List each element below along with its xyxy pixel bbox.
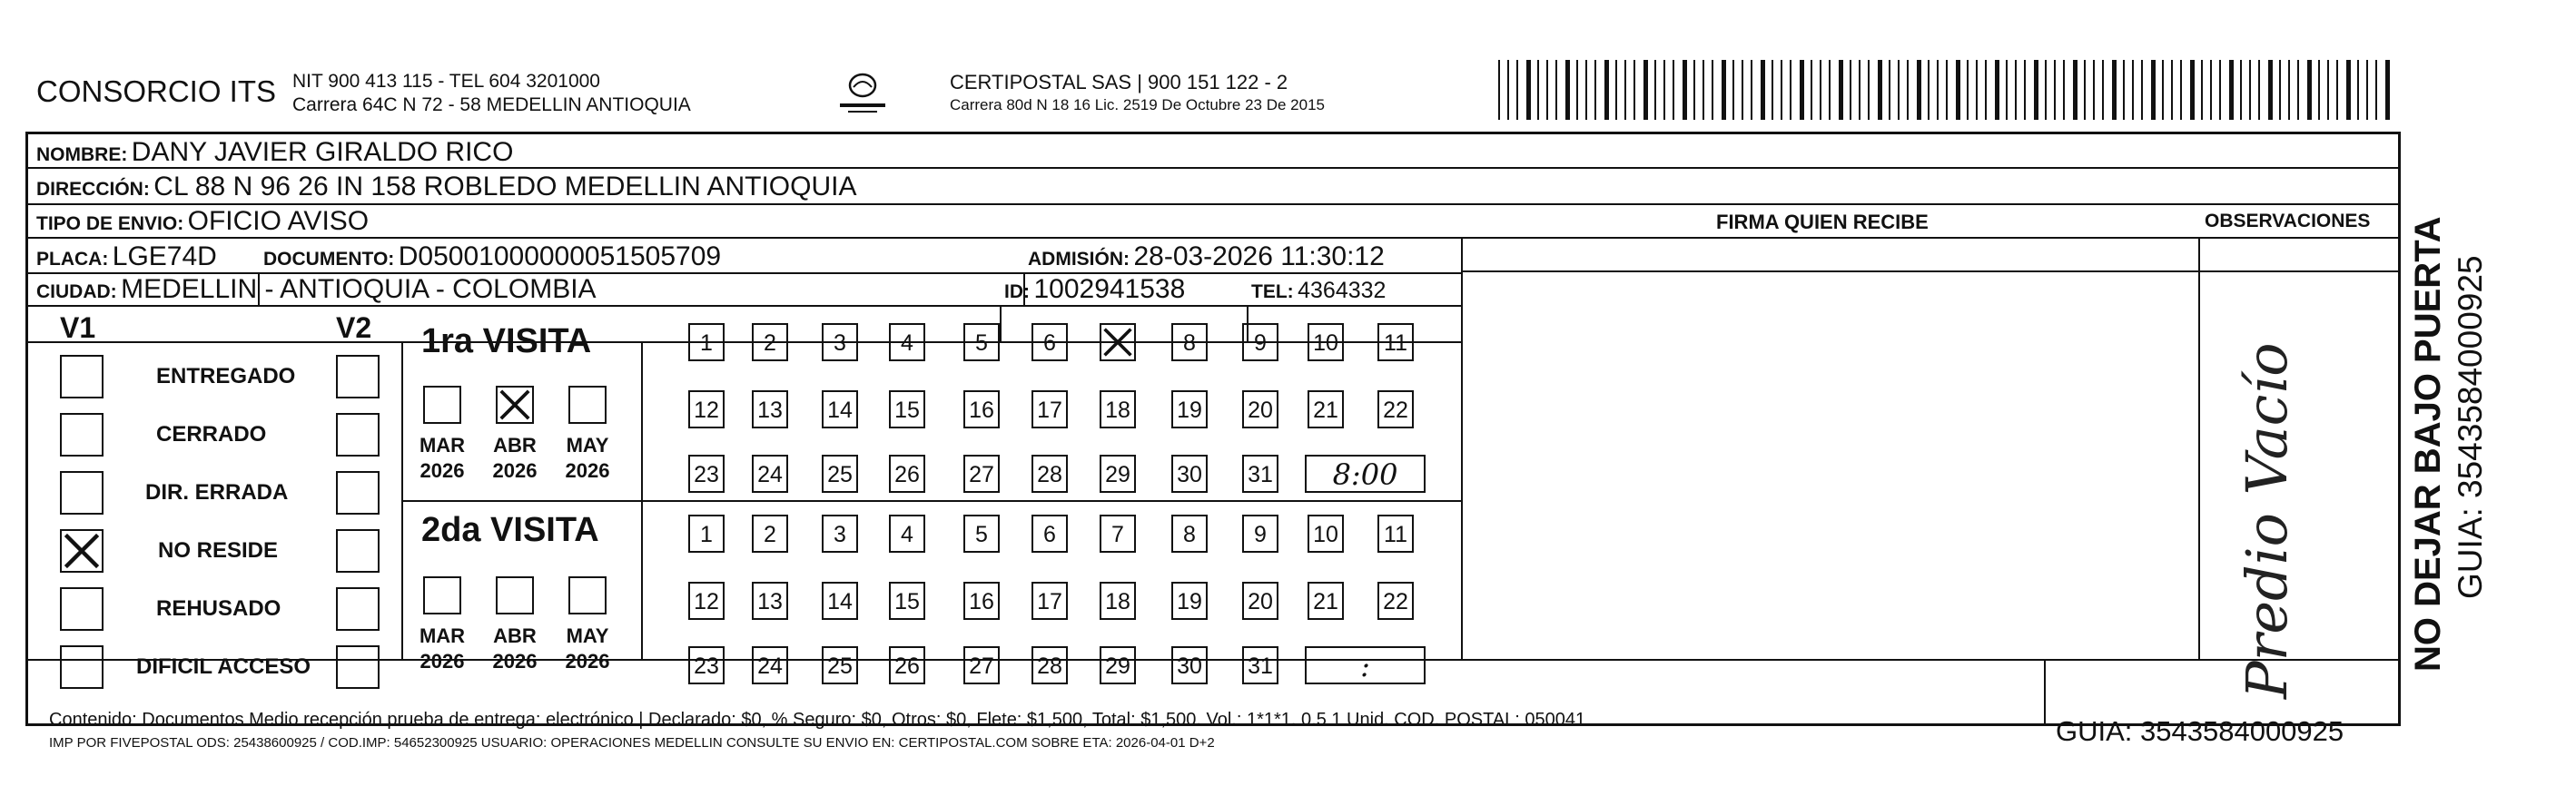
second-month-checkbox[interactable] — [423, 576, 461, 614]
first-day-26[interactable]: 26 — [889, 455, 925, 493]
placa-label: PLACA: — [36, 249, 109, 270]
second-day-30[interactable]: 30 — [1171, 646, 1208, 684]
first-day-5[interactable]: 5 — [963, 323, 1000, 361]
observaciones-handwriting: Predio Vacío — [2234, 342, 2300, 699]
second-month-label: MAY — [566, 624, 609, 647]
footer-print-info: IMP POR FIVEPOSTAL ODS: 25438600925 / COD.IMP: 54652300925 USUARIO: OPERACIONES MEDELLIN CONSULTE SU ENVIO EN: CERTIPOSTAL.COM SOBRE ETA: 2026-04-01 D+2 — [49, 735, 1215, 751]
v2-checkbox[interactable] — [336, 471, 380, 515]
company-name: CONSORCIO ITS — [36, 74, 277, 108]
first-day-9[interactable]: 9 — [1242, 323, 1278, 361]
first-day-18[interactable]: 18 — [1100, 390, 1136, 428]
second-day-19[interactable]: 19 — [1171, 582, 1208, 620]
state-label: NO RESIDE — [158, 538, 279, 563]
v2-checkbox[interactable] — [336, 355, 380, 398]
first-day-16[interactable]: 16 — [963, 390, 1000, 428]
v2-checkbox[interactable] — [336, 645, 380, 689]
first-month-checkbox[interactable] — [568, 386, 607, 424]
second-day-5[interactable]: 5 — [963, 515, 1000, 553]
second-day-29[interactable]: 29 — [1100, 646, 1136, 684]
first-day-19[interactable]: 19 — [1171, 390, 1208, 428]
second-day-12[interactable]: 12 — [688, 582, 725, 620]
v1-checkbox[interactable] — [60, 587, 104, 631]
second-day-11[interactable]: 11 — [1377, 515, 1414, 553]
id-value: 1002941538 — [1033, 274, 1186, 304]
first-time-box[interactable]: 8:00 — [1305, 455, 1426, 493]
first-month-checkbox[interactable] — [496, 386, 534, 424]
first-month-label: MAY — [566, 434, 609, 457]
first-day-20[interactable]: 20 — [1242, 390, 1278, 428]
second-day-26[interactable]: 26 — [889, 646, 925, 684]
first-visit-title: 1ra VISITA — [421, 322, 592, 360]
first-year-label: 2026 — [492, 459, 538, 482]
second-day-15[interactable]: 15 — [889, 582, 925, 620]
second-day-20[interactable]: 20 — [1242, 582, 1278, 620]
second-day-18[interactable]: 18 — [1100, 582, 1136, 620]
ciudad-label: CIUDAD: — [36, 281, 117, 302]
second-month-checkbox[interactable] — [496, 576, 534, 614]
direccion-label: DIRECCIÓN: — [36, 179, 150, 200]
admision-value: 28-03-2026 11:30:12 — [1133, 241, 1385, 271]
first-day-21[interactable]: 21 — [1308, 390, 1344, 428]
footer-content: Contenido: Documentos Medio recepción prueba de entrega: electrónico | Declarado: $0, % Seguro: $0, Otros: $0, Flete: $1,500, Total: $1,500. Vol.: 1*1*1. 0.5 1 Unid. COD. POSTAL: 050041 — [49, 710, 1586, 730]
first-day-10[interactable]: 10 — [1308, 323, 1344, 361]
state-label: DIR. ERRADA — [145, 480, 289, 505]
first-day-27[interactable]: 27 — [963, 455, 1000, 493]
second-day-10[interactable]: 10 — [1308, 515, 1344, 553]
second-month-label: ABR — [493, 624, 537, 647]
first-day-29[interactable]: 29 — [1100, 455, 1136, 493]
v1-checkbox[interactable] — [60, 471, 104, 515]
second-day-8[interactable]: 8 — [1171, 515, 1208, 553]
second-day-16[interactable]: 16 — [963, 582, 1000, 620]
second-day-25[interactable]: 25 — [822, 646, 858, 684]
v1-checkbox[interactable] — [60, 355, 104, 398]
direccion-value: CL 88 N 96 26 IN 158 ROBLEDO MEDELLIN ANTIOQUIA — [153, 172, 857, 201]
documento-label: DOCUMENTO: — [263, 249, 395, 270]
second-day-27[interactable]: 27 — [963, 646, 1000, 684]
state-label: CERRADO — [156, 422, 267, 447]
v2-checkbox[interactable] — [336, 587, 380, 631]
company-nit: NIT 900 413 115 - TEL 604 3201000 — [292, 71, 600, 92]
side-warning: NO DEJAR BAJO PUERTA — [2408, 216, 2448, 672]
carrier-line2: Carrera 80d N 18 16 Lic. 2519 De Octubre 23 De 2015 — [950, 96, 1325, 113]
state-label: REHUSADO — [156, 596, 281, 621]
second-day-7[interactable]: 7 — [1100, 515, 1136, 553]
id-label: ID: — [1004, 281, 1030, 302]
second-month-label: MAR — [419, 624, 466, 647]
first-day-3[interactable]: 3 — [822, 323, 858, 361]
v2-checkbox[interactable] — [336, 413, 380, 457]
delivery-form — [25, 132, 2401, 726]
second-day-28[interactable]: 28 — [1031, 646, 1068, 684]
firma-label: FIRMA QUIEN RECIBE — [1716, 211, 1929, 233]
v2-checkbox[interactable] — [336, 529, 380, 573]
first-day-7[interactable] — [1100, 323, 1136, 361]
side-guia: GUIA: 3543584000925 — [2452, 255, 2489, 599]
first-day-31[interactable]: 31 — [1242, 455, 1278, 493]
first-day-4[interactable]: 4 — [889, 323, 925, 361]
state-label: DIFICIL ACCESO — [136, 654, 311, 679]
state-label: ENTREGADO — [156, 364, 296, 388]
second-day-23[interactable]: 23 — [688, 646, 725, 684]
second-day-6[interactable]: 6 — [1031, 515, 1068, 553]
first-day-6[interactable]: 6 — [1031, 323, 1068, 361]
nombre-label: NOMBRE: — [36, 144, 128, 165]
v1-checkbox[interactable] — [60, 413, 104, 457]
second-year-label: 2026 — [565, 650, 610, 673]
first-day-17[interactable]: 17 — [1031, 390, 1068, 428]
second-day-3[interactable]: 3 — [822, 515, 858, 553]
barcode — [1498, 60, 2397, 120]
certipostal-logo-icon — [835, 67, 890, 122]
second-day-4[interactable]: 4 — [889, 515, 925, 553]
observaciones-label: OBSERVACIONES — [2205, 211, 2371, 231]
carrier-line1: CERTIPOSTAL SAS | 900 151 122 - 2 — [950, 71, 1288, 93]
first-day-8[interactable]: 8 — [1171, 323, 1208, 361]
second-time-box[interactable]: : — [1305, 646, 1426, 684]
first-month-label: ABR — [493, 434, 537, 457]
documento-value: D05001000000051505709 — [398, 241, 722, 271]
first-day-28[interactable]: 28 — [1031, 455, 1068, 493]
tipo-envio-value: OFICIO AVISO — [187, 206, 370, 236]
second-day-21[interactable]: 21 — [1308, 582, 1344, 620]
second-day-2[interactable]: 2 — [752, 515, 788, 553]
footer-guia: GUIA: 3543584000925 — [2056, 715, 2344, 747]
second-year-label: 2026 — [492, 650, 538, 673]
first-month-checkbox[interactable] — [423, 386, 461, 424]
first-month-label: MAR — [419, 434, 466, 457]
first-day-22[interactable]: 22 — [1377, 390, 1414, 428]
nombre-value: DANY JAVIER GIRALDO RICO — [131, 137, 514, 167]
tel-value: 4364332 — [1298, 278, 1387, 303]
first-day-14[interactable]: 14 — [822, 390, 858, 428]
admision-label: ADMISIÓN: — [1028, 249, 1130, 270]
second-month-checkbox[interactable] — [568, 576, 607, 614]
first-day-30[interactable]: 30 — [1171, 455, 1208, 493]
second-visit-title: 2da VISITA — [421, 511, 599, 549]
v1-checkbox[interactable] — [60, 529, 104, 573]
first-day-12[interactable]: 12 — [688, 390, 725, 428]
placa-value: LGE74D — [112, 241, 217, 271]
v2-label: V2 — [336, 311, 372, 344]
first-day-24[interactable]: 24 — [752, 455, 788, 493]
first-day-15[interactable]: 15 — [889, 390, 925, 428]
ciudad-value: MEDELLIN - ANTIOQUIA - COLOMBIA — [121, 274, 597, 304]
second-day-1[interactable]: 1 — [688, 515, 725, 553]
second-day-22[interactable]: 22 — [1377, 582, 1414, 620]
tipo-envio-label: TIPO DE ENVIO: — [36, 213, 184, 234]
company-address: Carrera 64C N 72 - 58 MEDELLIN ANTIOQUIA — [292, 94, 691, 115]
second-day-14[interactable]: 14 — [822, 582, 858, 620]
v1-label: V1 — [60, 311, 96, 344]
tel-label: TEL: — [1251, 281, 1294, 302]
v1-checkbox[interactable] — [60, 645, 104, 689]
second-day-31[interactable]: 31 — [1242, 646, 1278, 684]
second-day-9[interactable]: 9 — [1242, 515, 1278, 553]
first-year-label: 2026 — [419, 459, 465, 482]
first-day-11[interactable]: 11 — [1377, 323, 1414, 361]
first-day-23[interactable]: 23 — [688, 455, 725, 493]
first-day-13[interactable]: 13 — [752, 390, 788, 428]
second-day-13[interactable]: 13 — [752, 582, 788, 620]
first-day-2[interactable]: 2 — [752, 323, 788, 361]
second-day-17[interactable]: 17 — [1031, 582, 1068, 620]
second-year-label: 2026 — [419, 650, 465, 673]
first-year-label: 2026 — [565, 459, 610, 482]
first-day-1[interactable]: 1 — [688, 323, 725, 361]
second-day-24[interactable]: 24 — [752, 646, 788, 684]
first-day-25[interactable]: 25 — [822, 455, 858, 493]
